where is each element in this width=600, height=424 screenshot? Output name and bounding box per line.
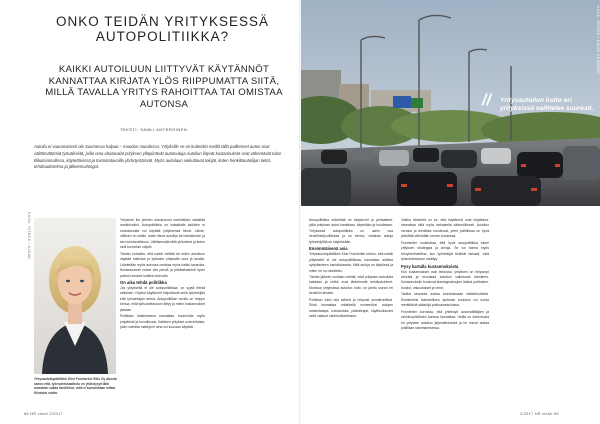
paragraph: Politiikan laatimisessa kannattaa huomioida myös ympäristö ja turvallisuus. Kaikkien yritykset ovat erilaisia, joten valmiita malleja ei aina voi suoraan käyttää.	[120, 314, 205, 330]
paragraph: Fromlerlier muistuttaa, että hyvä autopolitiikka tukee yrityksen strategiaa ja arvoja. Se voi toimia myös rekrytointivalttina, kun työntekijät tietävät tarkasti, mitä työsuhdeautoon sisältyy.	[401, 240, 489, 262]
paragraph: Vaikka tärkeintä on se, että käytännöt ovat kirjattuina, kannattaa niitä myös tarkastella säännöllisesti. Autoilun verotus ja tekniikka muuttuvat, joten politiikkaa on hyvä päivittää vähintään kerran vuodessa.	[401, 218, 489, 239]
page-footer-right: 2/2017 HR viesti 69	[520, 412, 559, 416]
byline: TEKSTI: SAMLI ANTEROINEN	[120, 127, 188, 132]
paragraph: Politiikan tulisi olla selkeä ja helposti ymmärrettävä. Siinä kannattaa määritellä esimerkiksi autojen hankintatapa, kokoluokka, päästörajat, käyttöoikeudet sekä vastuut vahinkotilanteissa.	[309, 297, 393, 319]
subheading: Ensimmäisenä asia	[309, 246, 348, 252]
paragraph: Tarkka seuranta auttaa tunnistamaan säästökohteita. Esimerkiksi taloudellisen ajotavan koulutus voi tuoda merkittäviä säästöjä polttoainekuluissa.	[401, 292, 489, 308]
paragraph: Yritysmie liia yleinen skeukorcon merkitsikko sääsitää markkinoiksi. Autopolitiikka on kaiaaltalla kaikkien ei ominaisuutta voi käyttää yrityksensä tämä. Lähde, välileen on kaikki, kuten tämä autoilija tai hankkimisin ja sen toiminnallisuus. Vallitsemalla tällä ylösotteet ja kuten sinä tunnetuin näytöt.	[120, 218, 205, 250]
photo-credit-right: KUVA: ISTOCK / DAVID SHAREER	[596, 6, 600, 75]
article-subtitle: KAIKKI AUTOILUUN LIITTYVÄT KÄYTÄNNÖT KANNATTAA KIRJATA YLÖS RIIPPUMATTA SIITÄ, MILLÄ TAVALLA YRITYS RAHOITTAA TAI OMISTAA AUTONSA	[45, 64, 283, 110]
photo-credit-left: KUVA: ISTOCK / AJDAN	[27, 212, 31, 260]
subheading: On aika tehdä politiikka	[120, 279, 167, 285]
paragraph: Tämän jälkeen voidaan miettiä, mitä yrityksen autoilulta halutaan ja mitkä ovat tärkeimmät kehityskohteet. Monissa yrityksissä autoilun hoito on jaettu usean eri henkilön kesken.	[309, 274, 393, 296]
paragraph: Jos yrityksellä ei ole autopolitiikkaa, on syytä tehdä sellainen. Kirjatut käytännöt helpottavat sekä työntekijän että työnantajan arkea. Autopolitiikan avulla on helppo kertoa, mitä työsuhdeautoon liittyy ja miten kustannukset jaetaan.	[120, 285, 205, 312]
paragraph: Tämän kohdalla, että kaikki esittää tai miten autoiluun näyttää hallintoa ja työkalun yrityksille oma ja tavalla. Lähdetään myös autonsa omistaa myös kaikki tavaroita. Kustannukset voivat olla pieniä ja pitkäaikaisesti hyvin palvelu koskee kaikkia lokeroita.	[120, 251, 205, 278]
article-title: ONKO TEIDÄN YRITYKSESSÄ AUTOPOLITIIKKA?	[55, 14, 270, 44]
page-footer-left: 66 HR viesti 2/2017	[24, 412, 63, 416]
paragraph: Kun kustannukset ovat tiedossa, yrityksen on helpompi seurata ja ennustaa autoilun vaikutusta talouteen. Kustannuksiin kuuluvat leasingmaksujen lisäksi polttoaine, huollot, vakuutukset ja verot.	[401, 269, 489, 290]
paragraph: Fromlerlier korostaa, että yhteistyö autonvälittäjien ja rahoitusyhtiöiden kanssa kannattaa. Heillä on kokemusta eri yritysten autoilun järjestämisestä ja he voivat auttaa politiikan rakentamisessa.	[401, 309, 489, 331]
lead-paragraph: Autoilu ei vaaranaisesti ole Suomessa halpaa – muodon muodossa. Yrityksille se on kuitenkin meillä tällä pailkenset auton osat välttämättömiä työvälineitä, joilla oma uhatavalat yrityksen ylläpiirtävät autotoutuja Autoilun liityvät kustannukset ovat vähentävät tulon tilikatsinmallissa, käytettävissä ja toimintatavoilla yhdistystäisvät. Myös autoiluun vaikuttavat tekijät, kuten henkilöautoilijan tietot, tehohaulistelma ja jälkeenvahingot.	[34, 144, 282, 170]
quote-mark-icon: //	[482, 92, 491, 109]
paragraph: Yritysautoilupäällikkö Kirsi Fromlerlier kertoo, että mikäli yrityksellä ei ole autopolitiikkaa, kannattaa aloittaa nykytilanteen kartoituksesta. Mitä autoja on käytössä ja miten ne on rahoitettu.	[309, 252, 393, 273]
photo-caption: Yritysautoilupäällikkö Kirsi Fromlerlier Eillo Oy Abosta sanoo että, työnvahtosaattistu on yhdistynyt tällä autotalon vakaa lisnihkhut, mitä ei kuinanikaan loitäsi Kiintaksi sartta.	[34, 377, 117, 395]
pull-quote: Yritysautoilun hoito eri yrityksissä vaihtelee suuresti.	[500, 97, 594, 112]
body-column-1	[120, 218, 205, 332]
paragraph: Autopolitiikka määrittää ne käytännöt ja periaatteet, joilla yrityksen autot hankitaan, käytetään ja huolletaan. Yrityksissä autopolitiikka on usein osa henkilöstöpolitiikkaa ja se kertoo, millaisia autoja työntekijöillä on käytössään.	[309, 218, 393, 244]
subheading: Pysy kartalla kustannuksista	[401, 263, 459, 269]
portrait-photo	[34, 218, 116, 374]
body-column-3	[401, 218, 489, 333]
body-column-2	[309, 218, 393, 321]
